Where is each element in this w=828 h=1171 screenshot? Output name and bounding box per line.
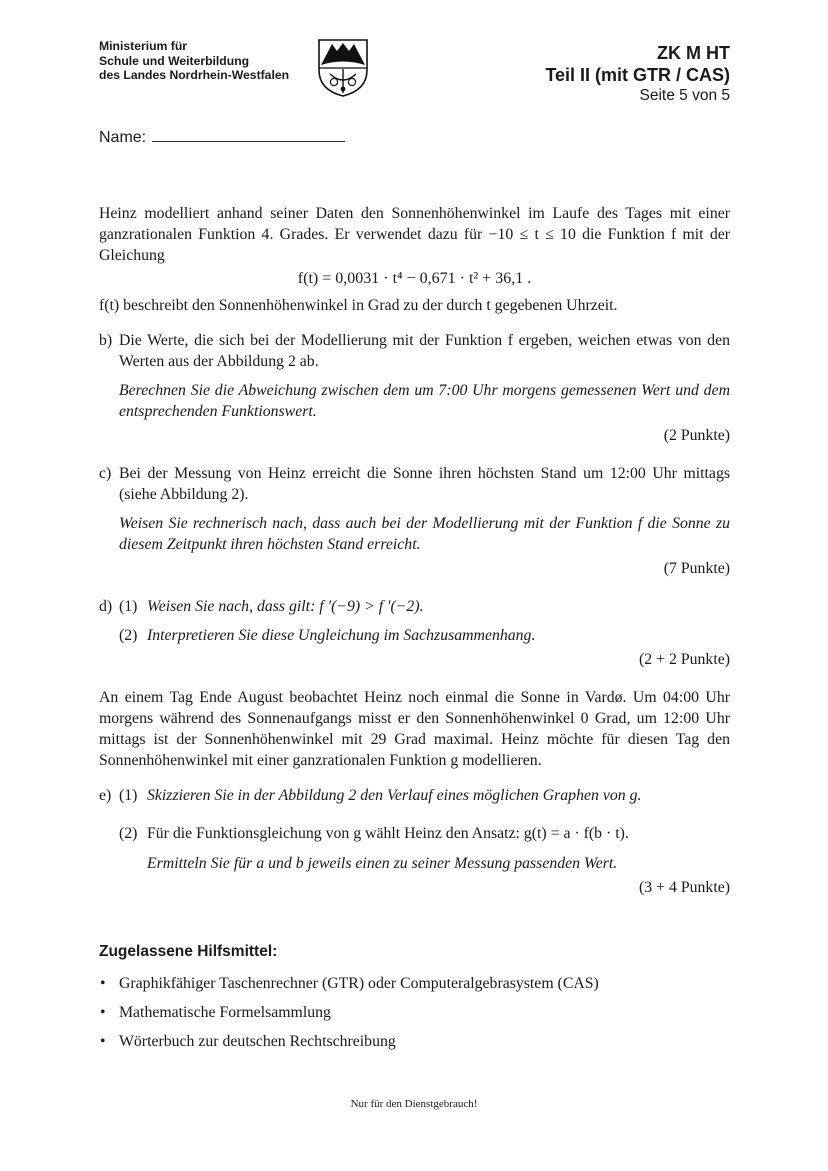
- ministry-name: [99, 39, 289, 83]
- list-item: • Graphikfähiger Taschenrechner (GTR) oder Computeralgebrasystem (CAS): [99, 969, 599, 998]
- subtask-label: (1): [119, 787, 138, 804]
- task-content: [99, 203, 730, 898]
- task-instruction: Berechnen Sie die Abweichung zwischen dem um 7:00 Uhr morgens gemessenen Wert und dem entsprechenden Funktionswert.: [119, 382, 730, 420]
- task-label: d): [99, 598, 113, 615]
- aids-list: [99, 969, 599, 1056]
- aids-heading: Zugelassene Hilfsmittel:: [99, 943, 278, 960]
- function-description: f(t) beschreibt den Sonnenhöhenwinkel in Grad zu der durch t gegebenen Uhrzeit.: [99, 297, 618, 314]
- subtask-d1: [99, 596, 730, 617]
- task-instruction: Weisen Sie rechnerisch nach, dass auch bei der Modellierung mit der Funktion f die Sonne zu diesem Zeitpunkt ihren höchsten Stand erreicht.: [119, 515, 730, 553]
- list-item: • Wörterbuch zur deutschen Rechtschreibung: [99, 1027, 599, 1056]
- task-points: (7 Punkte): [663, 560, 730, 577]
- task-b: [99, 330, 730, 446]
- subtask-text: Für die Funktionsgleichung von g wählt Heinz den Ansatz: g(t) = a · f(b · t).: [147, 825, 629, 842]
- ministry-line: Schule und Weiterbildung: [99, 53, 250, 68]
- task-e: [99, 785, 730, 898]
- list-item: • Mathematische Formelsammlung: [99, 998, 599, 1027]
- subtask-label: (2): [119, 627, 138, 644]
- exam-header: [545, 42, 730, 106]
- task-text: Bei der Messung von Heinz erreicht die Sonne ihren höchsten Stand um 12:00 Uhr mittags (siehe Abbildung 2).: [119, 465, 730, 503]
- ministry-line: des Landes Nordrhein-Westfalen: [99, 68, 290, 82]
- subtask-instruction: Ermitteln Sie für a und b jeweils einen zu seiner Messung passenden Wert.: [147, 855, 618, 872]
- name-line[interactable]: [152, 126, 345, 142]
- task-points: (2 Punkte): [663, 427, 730, 444]
- task-label: e): [99, 787, 112, 804]
- task-d: [99, 596, 730, 670]
- subtask-text: Weisen Sie nach, dass gilt: f ′(−9) > f ′(−2).: [147, 598, 424, 615]
- subtask-label: (1): [119, 598, 138, 615]
- page-number: Seite 5 von 5: [639, 87, 730, 104]
- ministry-line: Ministerium für: [99, 39, 188, 53]
- task-c: [99, 463, 730, 579]
- subtask-e1: [99, 785, 730, 806]
- task-points: (2 + 2 Punkte): [639, 651, 730, 668]
- exam-code: ZK M HT: [657, 43, 730, 63]
- subtask-e2: [99, 823, 730, 844]
- subtask-text: Interpretieren Sie diese Ungleichung im Sachzusammenhang.: [147, 627, 536, 644]
- august-text: An einem Tag Ende August beobachtet Heinz noch einmal die Sonne in Vardø. Um 04:00 Uhr morgens während des Sonnenaufgangs misst er den Sonnenhöhenwinkel 0 Grad, um 12:00 Uhr mittags ist der Sonnenhöhenwinkel mit 29 Grad maximal. Heinz möchte für diesen Tag den Sonnenhöhenwinkel mit einer ganzrationalen Funktion g modellieren.: [99, 689, 730, 769]
- subtask-label: (2): [119, 825, 138, 842]
- task-label: c): [99, 465, 112, 482]
- task-label: b): [99, 332, 113, 349]
- name-field: [99, 126, 345, 147]
- subtask-text: Skizzieren Sie in der Abbildung 2 den Verlauf eines möglichen Graphen von g.: [147, 787, 642, 804]
- task-text: Die Werte, die sich bei der Modellierung mit der Funktion f ergeben, weichen etwas von den Werten aus der Abbildung 2 ab.: [119, 332, 730, 370]
- intro-text: Heinz modelliert anhand seiner Daten den Sonnenhöhenwinkel im Laufe des Tages mit einer ganzrationalen Funktion 4. Grades. Er verwendet dazu für −10 ≤ t ≤ 10 die Funktion f mit der Gleichung: [99, 205, 730, 264]
- name-label: Name:: [99, 129, 147, 146]
- function-formula: f(t) = 0,0031 · t⁴ − 0,671 · t² + 36,1 .: [297, 270, 532, 287]
- nrw-crest-icon: [316, 38, 370, 98]
- task-points: (3 + 4 Punkte): [639, 879, 730, 896]
- subtask-d2: [99, 625, 730, 646]
- footer-note: Nur für den Dienstgebrauch!: [350, 1098, 478, 1110]
- exam-part: Teil II (mit GTR / CAS): [545, 65, 730, 85]
